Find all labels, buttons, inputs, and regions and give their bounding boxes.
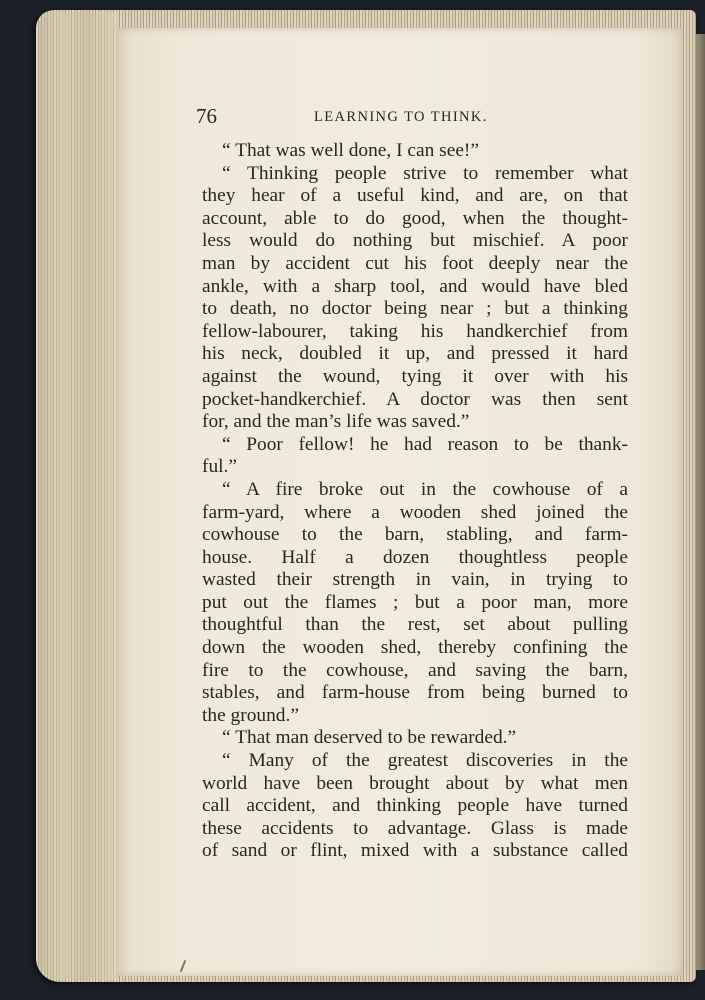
text-line: put out the flames ; but a poor man, more bbox=[202, 591, 628, 613]
text-line: “ That man deserved to be rewarded.” bbox=[222, 727, 517, 749]
page-stack-shading bbox=[38, 12, 118, 980]
text-line: call accident, and thinking people have turned bbox=[202, 795, 628, 817]
text-line: fellow-labourer, taking his handkerchief from bbox=[202, 320, 628, 342]
text-line: farm-yard, where a wooden shed joined the bbox=[202, 501, 628, 523]
text-line: ankle, with a sharp tool, and would have bled bbox=[202, 275, 628, 297]
text-line: against the wound, tying it over with his bbox=[202, 365, 628, 387]
text-line: wasted their strength in vain, in trying to bbox=[202, 569, 628, 591]
text-line: down the wooden shed, thereby confining the bbox=[202, 637, 628, 659]
text-line: “ Many of the greatest discoveries in the bbox=[222, 750, 628, 772]
page-number: 76 bbox=[196, 104, 217, 128]
text-line: “ A fire broke out in the cowhouse of a bbox=[222, 478, 628, 500]
text-line: fire to the cowhouse, and saving the barn, bbox=[202, 659, 628, 681]
text-line: of sand or flint, mixed with a substance called bbox=[202, 840, 628, 862]
text-line: less would do nothing but mischief. A poor bbox=[202, 230, 628, 252]
text-line: for, and the man’s life was saved.” bbox=[202, 411, 470, 433]
running-title: LEARNING TO THINK. bbox=[314, 109, 488, 125]
text-line: ful.” bbox=[202, 456, 237, 478]
text-line: stables, and farm-house from being burned to bbox=[202, 682, 628, 704]
text-line: the ground.” bbox=[202, 704, 299, 726]
text-line: “ That was well done, I can see!” bbox=[222, 140, 479, 161]
text-line: “ Poor fellow! he had reason to be thank- bbox=[222, 433, 628, 455]
running-head bbox=[196, 104, 626, 130]
text-line: pocket-handkerchief. A doctor was then sent bbox=[202, 388, 628, 410]
text-line: account, able to do good, when the thought- bbox=[202, 207, 628, 229]
text-line: world have been brought about by what men bbox=[202, 772, 628, 794]
text-line: house. Half a dozen thoughtless people bbox=[202, 546, 628, 568]
text-line: they hear of a useful kind, and are, on that bbox=[202, 185, 628, 207]
text-line: these accidents to advantage. Glass is made bbox=[202, 817, 628, 839]
body-text bbox=[202, 140, 628, 863]
text-line: “ Thinking people strive to remember what bbox=[222, 162, 628, 184]
text-line: cowhouse to the barn, stabling, and farm- bbox=[202, 524, 628, 546]
text-line: to death, no doctor being near ; but a thinking bbox=[202, 298, 628, 320]
text-line: his neck, doubled it up, and pressed it hard bbox=[202, 343, 628, 365]
text-line: man by accident cut his foot deeply near the bbox=[202, 252, 628, 274]
text-line: thoughtful than the rest, set about pulling bbox=[202, 614, 628, 636]
